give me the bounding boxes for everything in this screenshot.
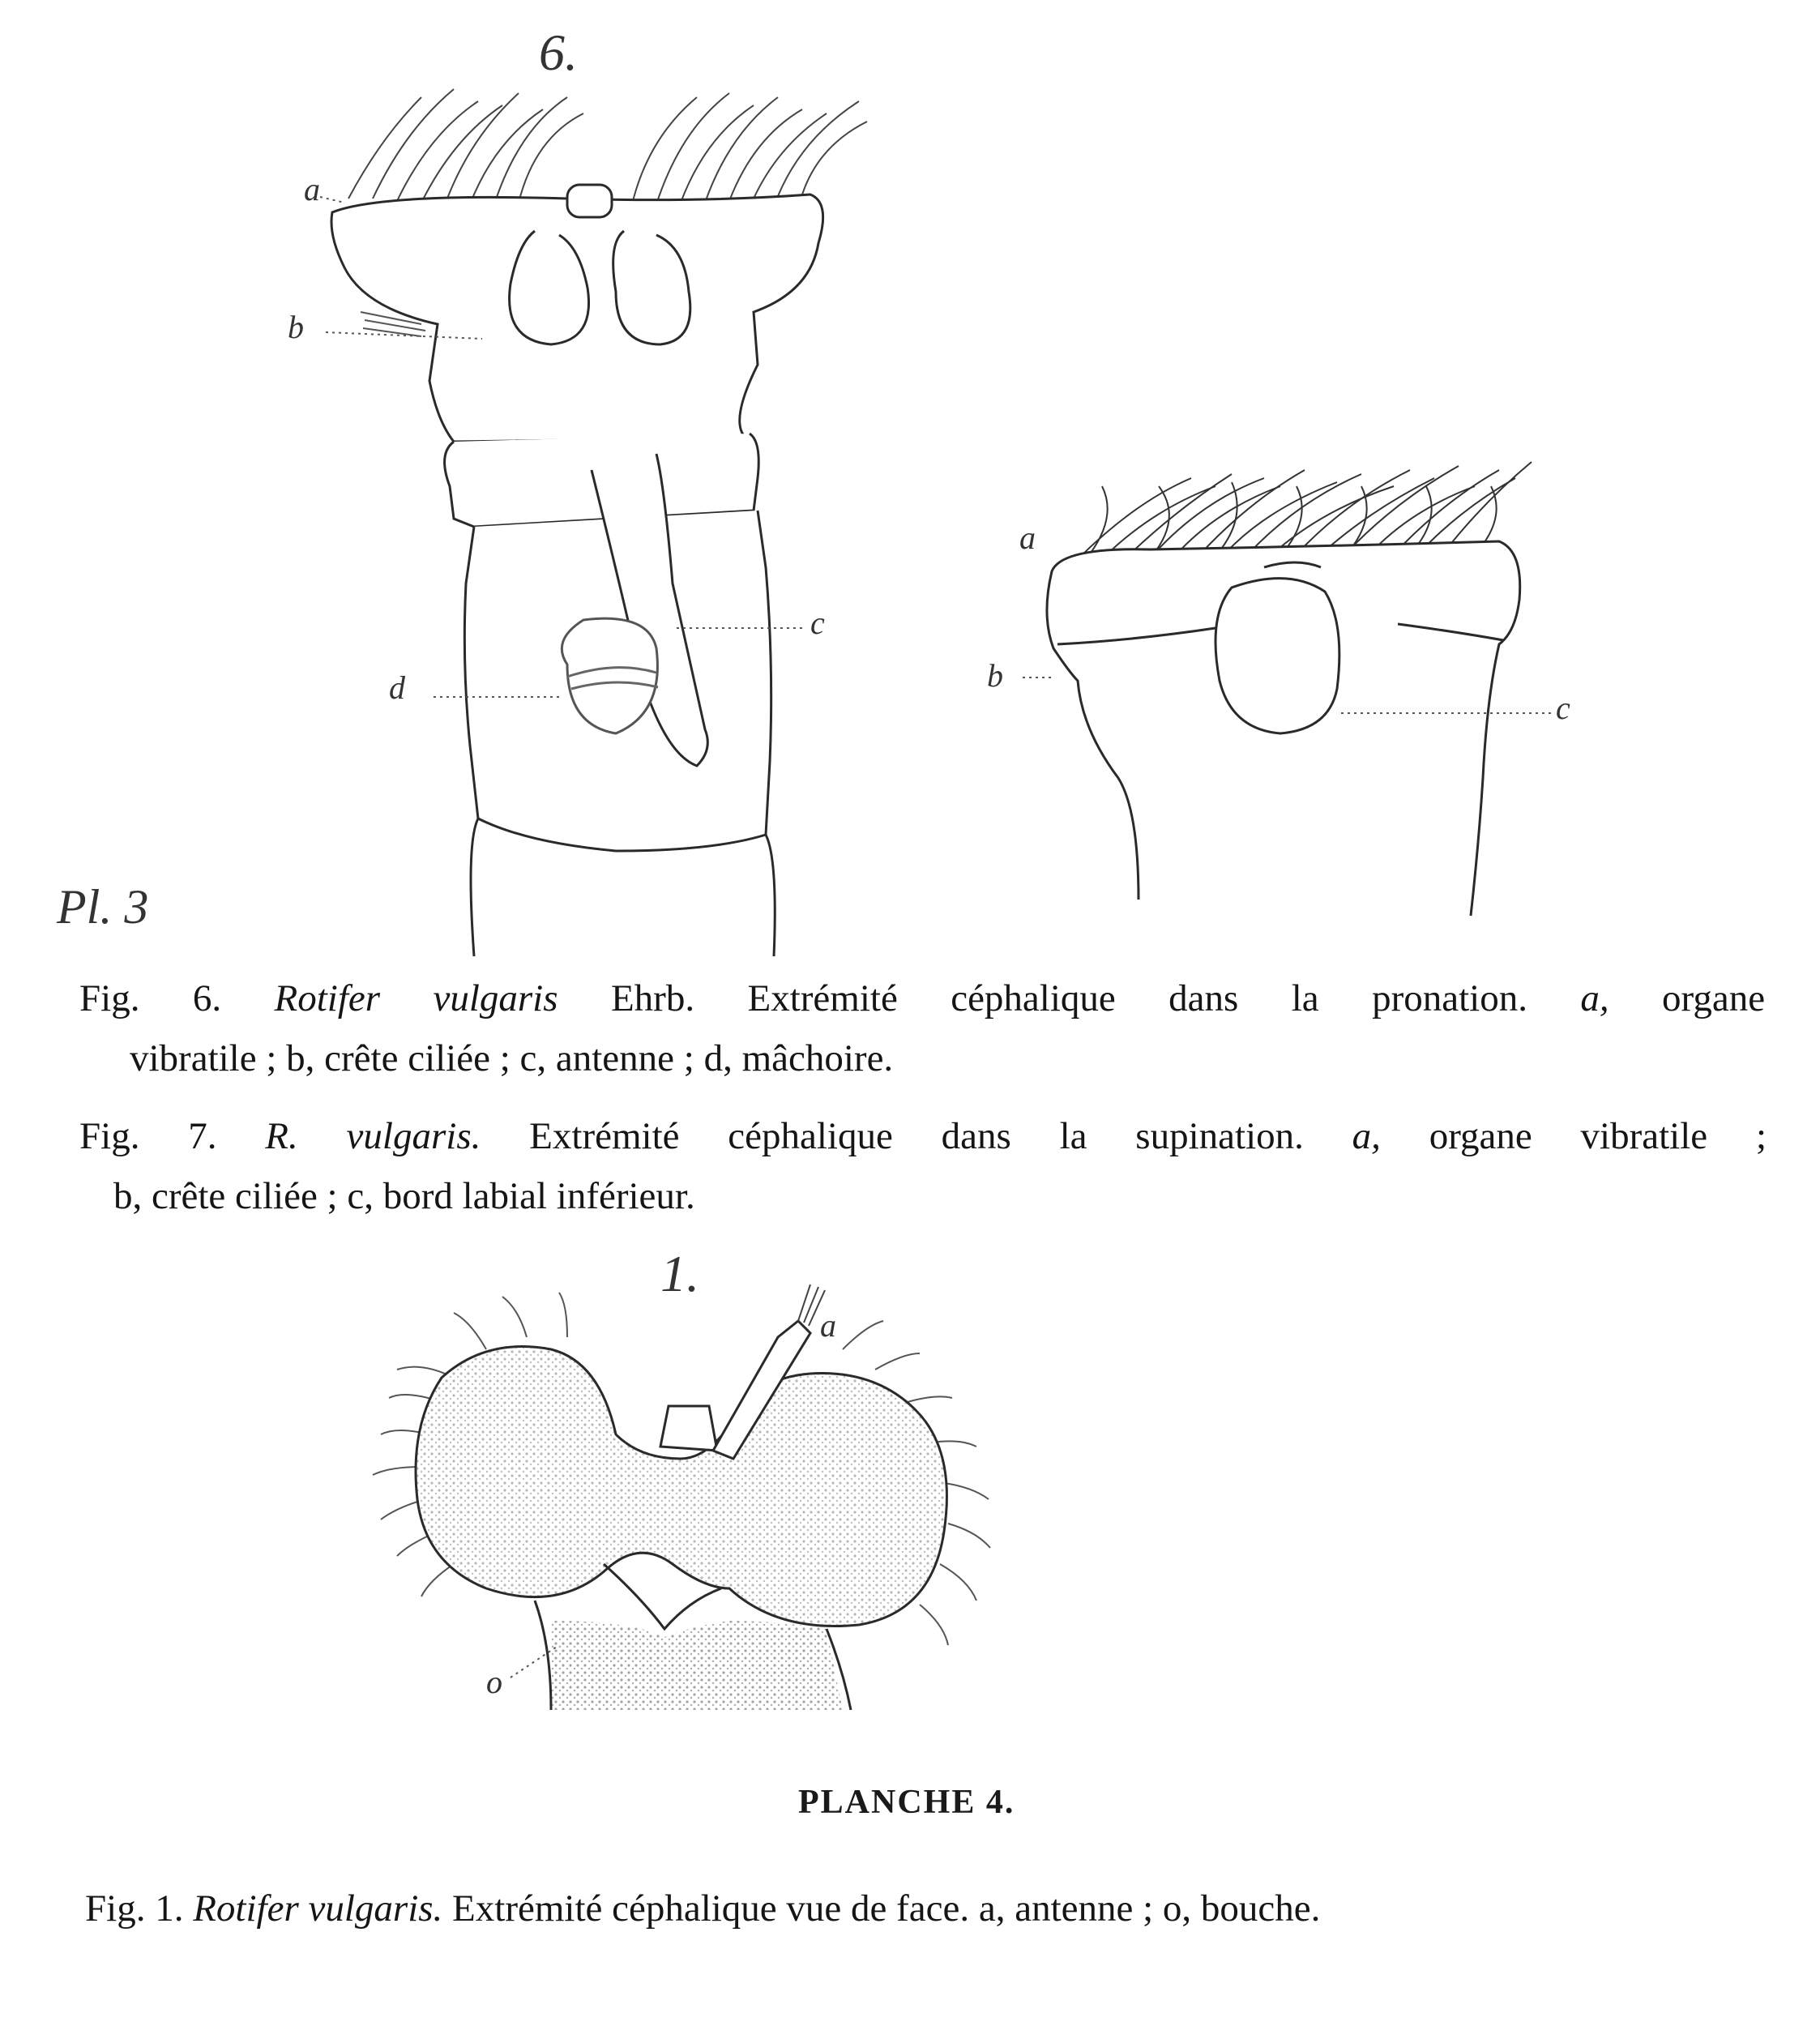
caption-fig6-text: Ehrb. Extrémité céphalique dans la pronation. xyxy=(610,977,1527,1019)
plate-3-mark: Pl. 3 xyxy=(57,880,149,934)
caption-fig6-prefix: Fig. 6. xyxy=(79,977,222,1019)
caption-fig1 xyxy=(85,1879,1787,1938)
caption-fig7-line2: b, crête ciliée ; c, bord labial inférieur. xyxy=(113,1175,695,1217)
fig7-label-b: b xyxy=(987,657,1003,694)
caption-fig1-prefix: Fig. 1. xyxy=(85,1887,184,1930)
caption-fig6-a-key: a, xyxy=(1580,977,1609,1019)
caption-fig6-a-text: organe xyxy=(1662,977,1766,1019)
fig6-label-d: d xyxy=(389,669,405,706)
caption-fig7-species: R. vulgaris. xyxy=(265,1115,481,1157)
caption-fig7-text: Extrémité céphalique dans la supination. xyxy=(529,1115,1304,1157)
figure-6-number: 6. xyxy=(539,24,578,81)
caption-fig6 xyxy=(79,968,1765,1088)
lip-fig7 xyxy=(1215,579,1339,733)
figure-1-number: 1. xyxy=(660,1245,699,1302)
fig1-label-o: o xyxy=(486,1664,502,1700)
caption-fig7-a-key: a, xyxy=(1352,1115,1381,1157)
figure-6-drawing xyxy=(331,89,867,956)
caption-fig7-prefix: Fig. 7. xyxy=(79,1115,217,1157)
fig6-label-c: c xyxy=(810,605,825,641)
fig6-label-a: a xyxy=(304,171,320,207)
caption-fig7-a-text: organe vibratile ; xyxy=(1429,1115,1767,1157)
caption-fig1-text: Extrémité céphalique vue de face. a, antenne ; o, bouche. xyxy=(452,1887,1321,1930)
fig7-label-c: c xyxy=(1556,690,1570,726)
fig6-label-b: b xyxy=(288,309,304,345)
caption-fig1-species: Rotifer vulgaris. xyxy=(193,1887,443,1930)
planche-title: PLANCHE 4. xyxy=(798,1784,1015,1821)
fig7-label-a: a xyxy=(1019,519,1036,556)
figure-7-drawing xyxy=(1047,462,1532,916)
fig1-label-a: a xyxy=(820,1307,836,1344)
caption-fig7 xyxy=(79,1106,1767,1226)
figure-1-drawing xyxy=(373,1284,990,1710)
caption-fig6-species: Rotifer vulgaris xyxy=(274,977,558,1019)
caption-fig6-line2: vibratile ; b, crête ciliée ; c, antenne ; d, mâchoire. xyxy=(130,1037,894,1079)
